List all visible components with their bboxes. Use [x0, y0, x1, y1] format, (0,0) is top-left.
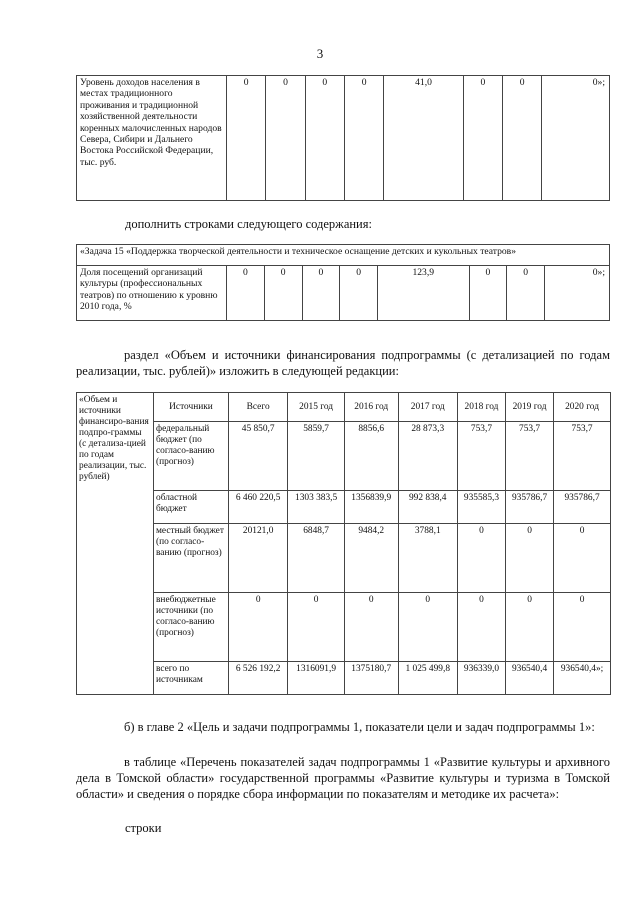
table-cell: 28 873,3 — [398, 422, 457, 491]
table-header-row — [77, 393, 611, 422]
table-cell: 753,7 — [554, 422, 611, 491]
table-row — [77, 524, 611, 593]
column-header: Источники — [154, 393, 229, 422]
table-cell: 0 — [457, 593, 505, 662]
task-title: «Задача 15 «Поддержка творческой деятельности и техническое оснащение детских и кукольных театров» — [77, 245, 610, 266]
table-cell: 936540,4»; — [554, 662, 611, 695]
paragraph: б) в главе 2 «Цель и задачи подпрограммы 1, показатели цели и задач подпрограммы 1»: — [124, 720, 595, 734]
table-cell: 0 — [227, 266, 265, 321]
table-row — [77, 593, 611, 662]
table-row — [77, 422, 611, 491]
table-cell: 0 — [398, 593, 457, 662]
table-cell: 0 — [503, 76, 542, 201]
table-cell: 0 — [344, 76, 383, 201]
indicator-table-theatres — [76, 244, 610, 321]
paragraph: дополнить строками следующего содержания: — [125, 217, 372, 231]
table-cell: 9484,2 — [344, 524, 398, 593]
table-row — [77, 245, 610, 266]
table-cell: 0 — [469, 266, 507, 321]
table-cell: 0 — [554, 593, 611, 662]
table-cell: 6 526 192,2 — [229, 662, 288, 695]
table-cell: 0 — [302, 266, 340, 321]
table-row — [77, 662, 611, 695]
paragraph: в таблице «Перечень показателей задач подпрограммы 1 «Развитие культуры и архивного дела в Томской области» государственной программы «Развитие культуры и туризма в Томской области» и сведения о порядке сбора информации по показателям и методике их расчета»: — [76, 755, 610, 801]
column-header: 2019 год — [506, 393, 554, 422]
table-cell: 8856,6 — [344, 422, 398, 491]
table-cell: 0 — [340, 266, 378, 321]
table-row — [77, 266, 610, 321]
column-header: Всего — [229, 393, 288, 422]
table-cell: 41,0 — [384, 76, 463, 201]
column-header: 2020 год — [554, 393, 611, 422]
table-cell: 0 — [463, 76, 502, 201]
table-row — [77, 491, 611, 524]
table-cell: 6 460 220,5 — [229, 491, 288, 524]
table-cell: 20121,0 — [229, 524, 288, 593]
table-cell: 992 838,4 — [398, 491, 457, 524]
table-cell: 935786,7 — [506, 491, 554, 524]
column-header: 2018 год — [457, 393, 505, 422]
table-cell: 753,7 — [457, 422, 505, 491]
table-cell: 123,9 — [378, 266, 470, 321]
column-header: 2017 год — [398, 393, 457, 422]
table-cell: 753,7 — [506, 422, 554, 491]
table-cell: 0»; — [545, 266, 610, 321]
table-cell: 0 — [506, 524, 554, 593]
table-cell: 936339,0 — [457, 662, 505, 695]
table-cell: 0 — [507, 266, 545, 321]
table-cell: 0»; — [542, 76, 610, 201]
paragraph: раздел «Объем и источники финансирования подпрограммы (с детализацией по годам реализации, тыс. рублей)» изложить в следующей редакции: — [76, 348, 610, 378]
table-cell: 935585,3 — [457, 491, 505, 524]
table-cell: 0 — [506, 593, 554, 662]
page-number: 3 — [316, 46, 324, 61]
table-cell: 0 — [227, 76, 266, 201]
financing-table — [76, 392, 611, 695]
source-label: внебюджетные источники (по согласо-ванию (прогноз) — [154, 593, 229, 662]
table-cell: 1316091,9 — [288, 662, 345, 695]
table-cell: 1303 383,5 — [288, 491, 345, 524]
table-cell: 0 — [344, 593, 398, 662]
table-cell: 3788,1 — [398, 524, 457, 593]
table-cell: 6848,7 — [288, 524, 345, 593]
row-header: «Объем и источники финансиро-вания подпро-граммы (с детализа-цией по годам реализации, тыс. рублей) — [77, 393, 154, 695]
table-cell: 5859,7 — [288, 422, 345, 491]
table-cell: 1375180,7 — [344, 662, 398, 695]
table-cell: 0 — [264, 266, 302, 321]
table-cell: 0 — [288, 593, 345, 662]
indicator-label: Уровень доходов населения в местах традиционного проживания и традиционной хозяйственной деятельности коренных малочисленных народов Севера, Сибири и Дальнего Востока Российской Федерации, тыс. руб. — [77, 76, 227, 201]
source-label: местный бюджет (по согласо-ванию (прогноз) — [154, 524, 229, 593]
table-cell: 0 — [457, 524, 505, 593]
paragraph: строки — [125, 821, 162, 835]
table-cell: 0 — [229, 593, 288, 662]
table-cell: 0 — [305, 76, 344, 201]
column-header: 2016 год — [344, 393, 398, 422]
table-cell: 1 025 499,8 — [398, 662, 457, 695]
table-cell: 935786,7 — [554, 491, 611, 524]
table-cell: 0 — [554, 524, 611, 593]
table-cell: 936540,4 — [506, 662, 554, 695]
source-label: федеральный бюджет (по согласо-ванию (прогноз) — [154, 422, 229, 491]
table-cell: 0 — [266, 76, 305, 201]
indicator-label: Доля посещений организаций культуры (профессиональных театров) по отношению к уровню 2010 года, % — [77, 266, 227, 321]
source-label: всего по источникам — [154, 662, 229, 695]
column-header: 2015 год — [288, 393, 345, 422]
table-cell: 45 850,7 — [229, 422, 288, 491]
table-row — [77, 76, 610, 201]
source-label: областной бюджет — [154, 491, 229, 524]
table-cell: 1356839,9 — [344, 491, 398, 524]
indicator-table-income — [76, 75, 610, 201]
